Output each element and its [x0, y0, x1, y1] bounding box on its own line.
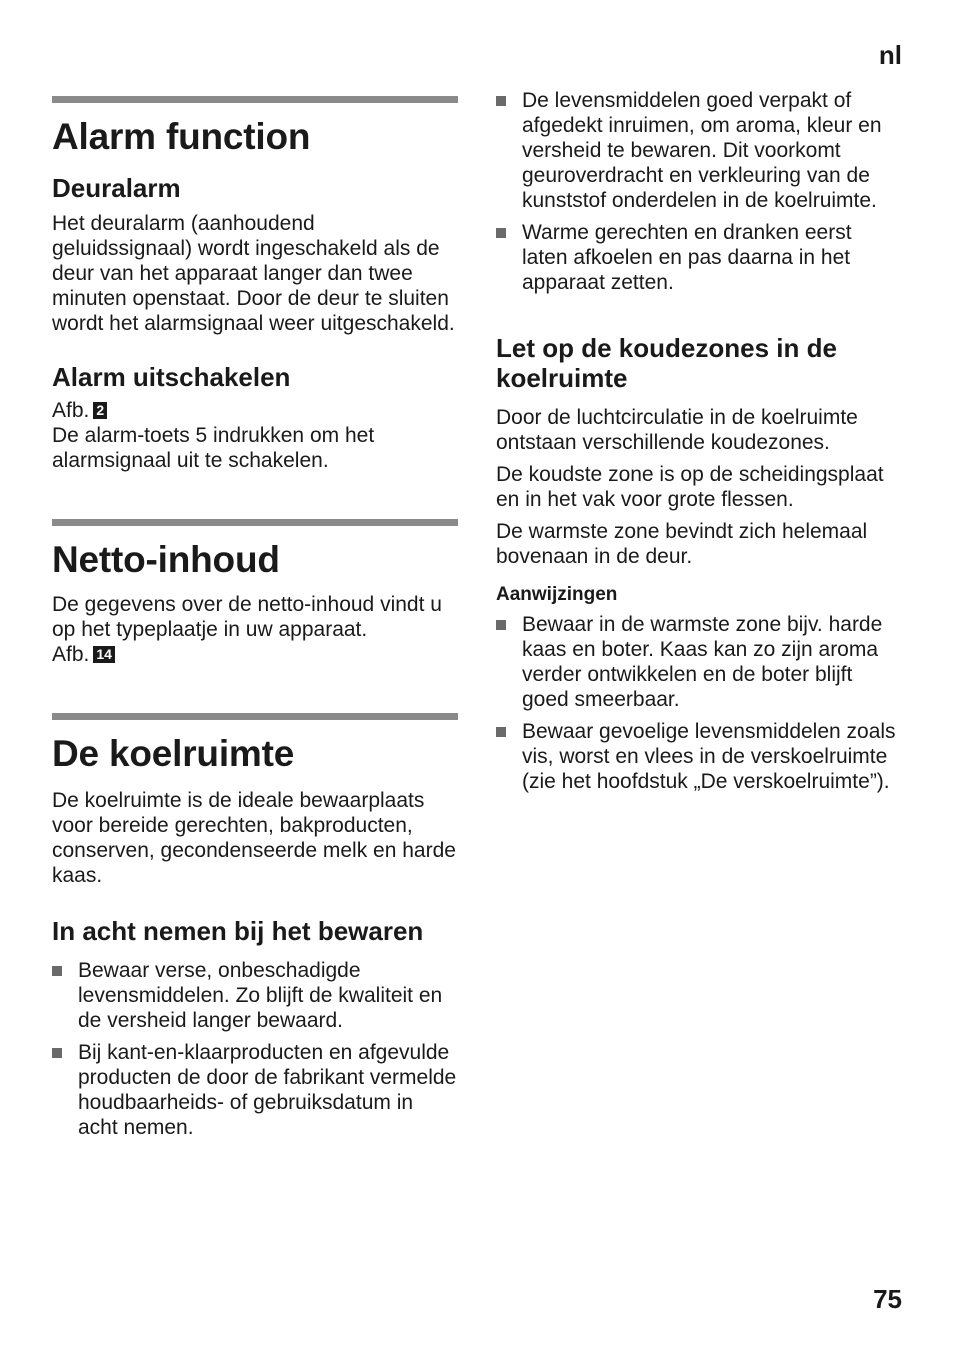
list-item: Bewaar verse, onbeschadigde levensmiddelen. Zo blijft de kwaliteit en de versheid langer bewaard. — [52, 958, 458, 1033]
heading-alarm-uitschakelen: Alarm uitschakelen — [52, 362, 291, 392]
paragraph-koudezones-2: De koudste zone is op de scheidingsplaat en in het vak voor grote flessen. — [496, 463, 884, 511]
figure-number-badge: 2 — [93, 402, 107, 419]
figure-label: Afb. — [52, 399, 90, 422]
paragraph-deuralarm: Het deuralarm (aanhoudend geluidssignaal) wordt ingeschakeld als de deur van het apparaat langer dan twee minuten openstaat. Door de deur te sluiten wordt het alarmsignaal weer uitgeschakeld. — [52, 212, 455, 335]
language-indicator: nl — [878, 40, 902, 70]
section-title-koelruimte: De koelruimte — [52, 733, 295, 774]
list-item: Bij kant-en-klaarproducten en afgevulde producten de door de fabrikant vermelde houdbaarheids- of gebruiksdatum in acht nemen. — [52, 1040, 458, 1140]
list-item: Bewaar in de warmste zone bijv. harde kaas en boter. Kaas kan zo zijn aroma verder ontwikkelen en de boter blijft goed smeerbaar. — [496, 612, 902, 712]
paragraph-koudezones-1: Door de luchtcirculatie in de koelruimte ontstaan verschillende koudezones. — [496, 406, 858, 454]
list-item: De levensmiddelen goed verpakt of afgedekt inruimen, om aroma, kleur en versheid te bewaren. Dit voorkomt geuroverdracht en verkleuring van de kunststof onderdelen in de koelruimte. — [496, 88, 902, 213]
paragraph-alarm-uitschakelen: De alarm-toets 5 indrukken om het alarmsignaal uit te schakelen. — [52, 424, 375, 472]
square-bullet-icon — [496, 727, 506, 737]
paragraph-koudezones-3: De warmste zone bevindt zich helemaal bovenaan in de deur. — [496, 520, 868, 568]
square-bullet-icon — [52, 966, 62, 976]
page-number: 75 — [873, 1284, 902, 1314]
bullet-list-bewaren-continued — [496, 88, 902, 295]
paragraph-koelruimte: De koelruimte is de ideale bewaarplaats voor bereide gerechten, bakproducten, conserven, gecondenseerde melk en harde kaas. — [52, 789, 456, 887]
bullet-list-bewaren — [52, 958, 458, 1140]
list-item: Bewaar gevoelige levensmiddelen zoals vis, worst en vlees in de verskoelruimte (zie het hoofdstuk „De verskoelruimte”). — [496, 719, 902, 794]
section-rule — [52, 96, 458, 103]
section-title-netto: Netto-inhoud — [52, 539, 280, 580]
list-item: Warme gerechten en dranken eerst laten afkoelen en pas daarna in het apparaat zetten. — [496, 220, 902, 295]
heading-aanwijzingen: Aanwijzingen — [496, 584, 618, 605]
figure-reference — [52, 642, 458, 667]
section-rule — [52, 713, 458, 720]
square-bullet-icon — [496, 620, 506, 630]
bullet-list-aanwijzingen — [496, 612, 902, 794]
square-bullet-icon — [496, 96, 506, 106]
heading-bewaren: In acht nemen bij het bewaren — [52, 916, 424, 946]
section-title-alarm: Alarm function — [52, 116, 311, 157]
heading-koudezones: Let op de koudezones in de koelruimte — [496, 333, 837, 393]
left-column — [52, 96, 458, 1140]
heading-deuralarm: Deuralarm — [52, 173, 181, 203]
section-rule — [52, 519, 458, 526]
paragraph-netto: De gegevens over de netto-inhoud vindt u op het typeplaatje in uw apparaat. — [52, 593, 442, 641]
right-column — [496, 88, 902, 794]
figure-reference — [52, 398, 458, 423]
square-bullet-icon — [496, 228, 506, 238]
figure-number-badge: 14 — [93, 646, 115, 663]
square-bullet-icon — [52, 1048, 62, 1058]
figure-label: Afb. — [52, 643, 90, 666]
